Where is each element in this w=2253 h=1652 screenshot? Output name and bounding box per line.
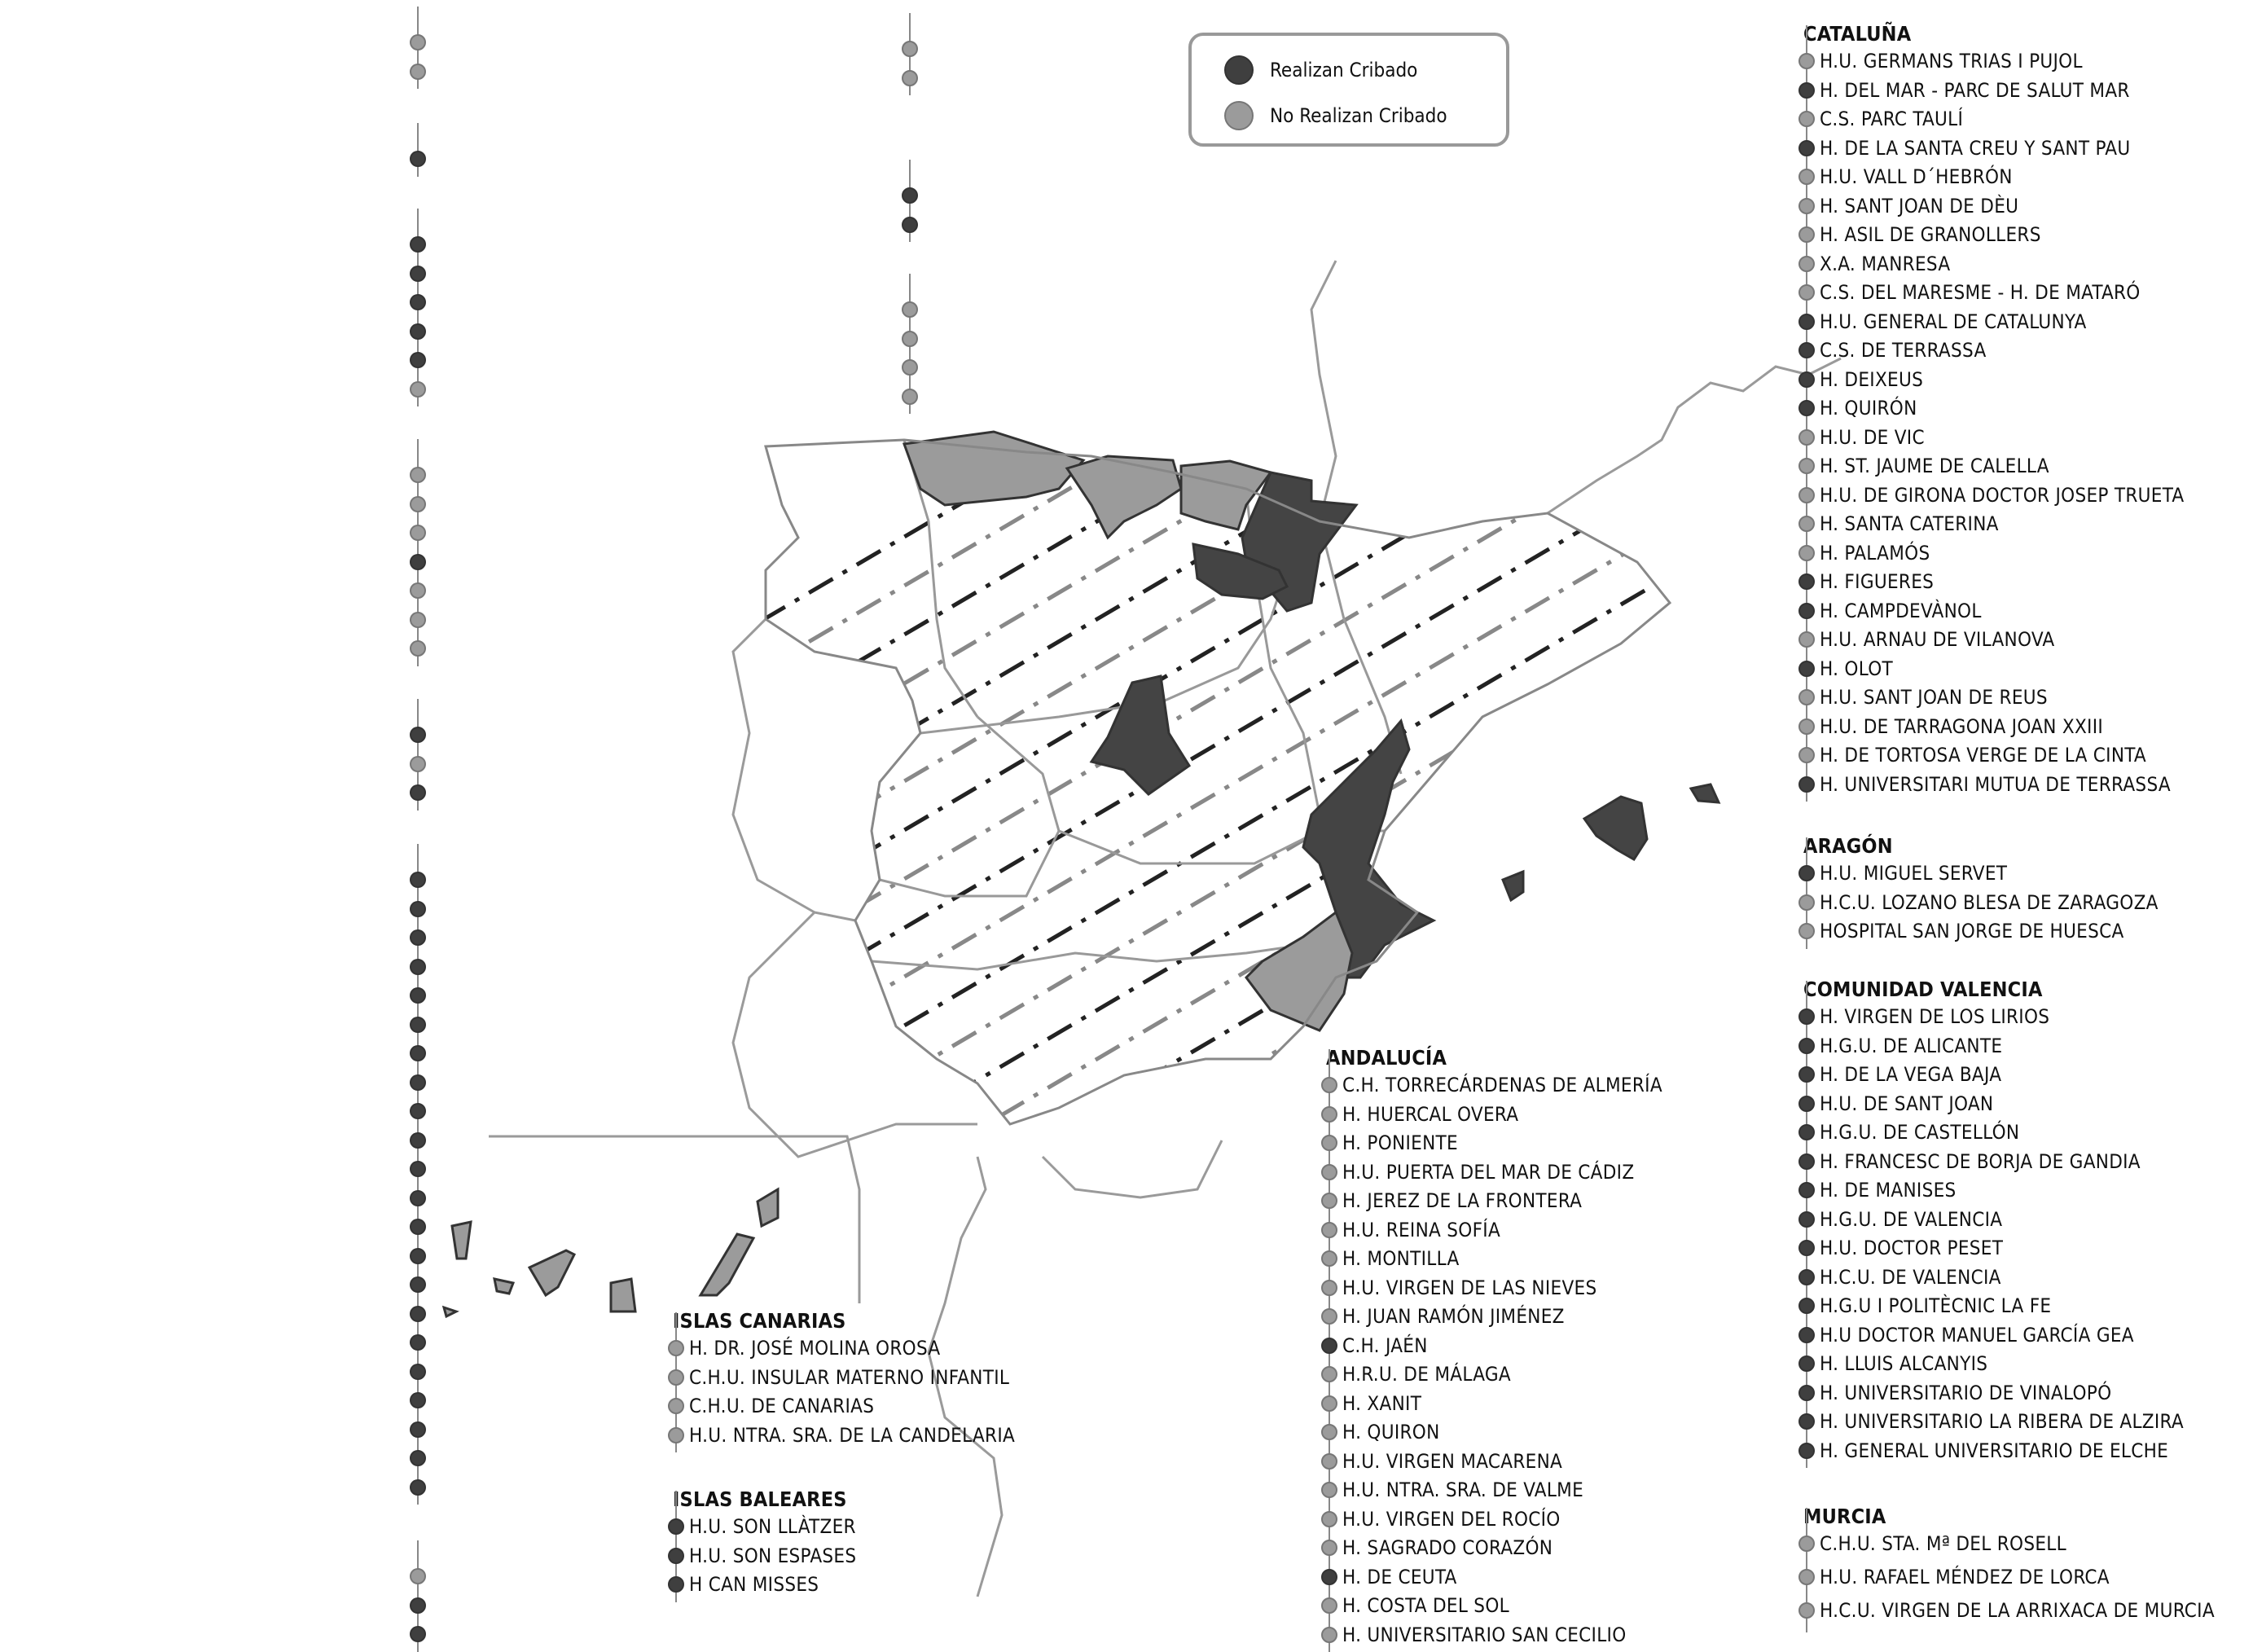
status-dot-screening	[1798, 1443, 1815, 1459]
region-canarias-5	[700, 1234, 753, 1295]
hospital-name: H. SANT JOAN DE DÈU	[1820, 194, 2019, 217]
hospital-name: H.C.U. LOZANO BLESA DE ZARAGOZA	[1820, 890, 2159, 914]
status-dot-screening	[410, 151, 426, 167]
status-dot-no-screening	[1321, 1250, 1337, 1267]
status-dot-screening	[1798, 1124, 1815, 1140]
status-dot-no-screening	[410, 64, 426, 80]
hospital-name: C.H. TORRECÁRDENAS DE ALMERÍA	[1342, 1074, 1662, 1096]
status-dot-screening	[410, 1306, 426, 1322]
status-dot-no-screening	[410, 1568, 426, 1584]
hospital-name: H.G.U. DE ALICANTE	[1820, 1034, 2003, 1057]
status-dot-no-screening	[1321, 1540, 1337, 1556]
hospital-name: H.U DOCTOR MANUEL GARCÍA GEA	[1820, 1323, 2134, 1347]
hospital-name: C.H.U. INSULAR MATERNO INFANTIL	[689, 1365, 1010, 1389]
hospital-name: H. DR. JOSÉ MOLINA OROSA	[689, 1337, 941, 1360]
status-dot-screening	[1798, 661, 1815, 677]
status-dot-screening	[1798, 603, 1815, 619]
hospital-name: H. ASIL DE GRANOLLERS	[1820, 223, 2041, 246]
status-dot-screening	[410, 727, 426, 743]
hospital-name: H. FIGUERES	[1820, 570, 1935, 593]
status-dot-screening	[410, 1626, 426, 1642]
status-dot-screening	[1798, 1066, 1815, 1083]
hospital-name: H. ST. JAUME DE CALELLA	[1820, 455, 2049, 477]
hospital-name: H. UNIVERSITARIO SAN CECILIO	[1342, 1623, 1627, 1646]
status-dot-no-screening	[1798, 516, 1815, 532]
status-dot-no-screening	[1798, 747, 1815, 763]
region-title: MURCIA	[1803, 1505, 1886, 1528]
status-dot-no-screening	[1798, 487, 1815, 503]
hospital-name: H. XANIT	[1342, 1391, 1422, 1415]
region-canarias-2	[494, 1279, 513, 1294]
status-dot-no-screening	[1798, 718, 1815, 735]
region-title: ISLAS BALEARES	[673, 1487, 847, 1511]
status-dot-screening	[410, 901, 426, 917]
list-connector-line	[417, 123, 419, 177]
status-dot-no-screening	[1798, 256, 1815, 272]
status-dot-no-screening	[902, 301, 918, 318]
status-dot-screening	[410, 1103, 426, 1119]
status-dot-screening	[668, 1576, 684, 1593]
hospital-name: H. GENERAL UNIVERSITARIO DE ELCHE	[1820, 1439, 2169, 1462]
status-dot-no-screening	[1321, 1308, 1337, 1325]
hospital-name: H.R.U. DE MÁLAGA	[1342, 1363, 1511, 1386]
hospital-name: C.S. PARC TAULÍ	[1820, 108, 1964, 130]
status-dot-screening	[410, 1479, 426, 1496]
status-dot-screening	[410, 323, 426, 340]
status-dot-no-screening	[1321, 1164, 1337, 1180]
status-dot-no-screening	[410, 34, 426, 51]
status-dot-no-screening	[1321, 1395, 1337, 1412]
hospital-name: H.G.U I POLITÈCNIC LA FE	[1820, 1294, 2052, 1317]
status-dot-no-screening	[1798, 53, 1815, 69]
hospital-name: HOSPITAL SAN JORGE DE HUESCA	[1820, 920, 2124, 942]
status-dot-screening	[1321, 1569, 1337, 1585]
hospital-name: C.H. JAÉN	[1342, 1333, 1428, 1357]
status-dot-screening	[668, 1518, 684, 1535]
status-dot-no-screening	[1321, 1453, 1337, 1470]
status-dot-screening	[902, 217, 918, 233]
status-dot-no-screening	[1798, 1602, 1815, 1619]
status-dot-no-screening	[902, 389, 918, 405]
hospital-name: H.U. REINA SOFÍA	[1342, 1218, 1501, 1241]
status-dot-screening	[1798, 865, 1815, 881]
status-dot-screening	[1798, 573, 1815, 590]
hospital-name: H.U. NTRA. SRA. DE LA CANDELARIA	[689, 1423, 1016, 1447]
hospital-name: H. DE LA SANTA CREU Y SANT PAU	[1820, 136, 2131, 160]
hospital-name: H.U. DE SANT JOAN	[1820, 1092, 1994, 1115]
status-dot-no-screening	[1798, 631, 1815, 648]
status-dot-screening	[1798, 1038, 1815, 1054]
status-dot-screening	[1798, 776, 1815, 793]
status-dot-no-screening	[1321, 1511, 1337, 1527]
status-dot-screening	[1798, 400, 1815, 416]
status-dot-screening	[1798, 1355, 1815, 1372]
status-dot-screening	[410, 266, 426, 282]
legend-dot-no	[1224, 101, 1254, 130]
hospital-name: H. HUERCAL OVERA	[1342, 1102, 1519, 1126]
hospital-name: H. DEL MAR - PARC DE SALUT MAR	[1820, 78, 2130, 102]
status-dot-screening	[410, 1132, 426, 1149]
region-canarias-6	[758, 1189, 778, 1226]
status-dot-no-screening	[1798, 169, 1815, 185]
hospital-name: H.U. SON LLÀTZER	[689, 1515, 856, 1538]
hospital-name: H. DE LA VEGA BAJA	[1820, 1063, 2002, 1086]
status-dot-screening	[1798, 1211, 1815, 1228]
status-dot-screening	[410, 1219, 426, 1235]
hospital-name: H.C.U. VIRGEN DE LA ARRIXACA DE MURCIA	[1820, 1599, 2215, 1622]
status-dot-screening	[410, 1190, 426, 1206]
hospital-name: H. JUAN RAMÓN JIMÉNEZ	[1342, 1305, 1565, 1328]
status-dot-screening	[410, 784, 426, 801]
status-dot-screening	[1798, 1096, 1815, 1112]
status-dot-screening	[410, 1364, 426, 1380]
status-dot-screening	[410, 1074, 426, 1091]
status-dot-no-screening	[668, 1340, 684, 1356]
status-dot-screening	[410, 1421, 426, 1438]
status-dot-no-screening	[1798, 689, 1815, 705]
hospital-name: H.U. VIRGEN MACARENA	[1342, 1449, 1563, 1473]
status-dot-screening	[902, 187, 918, 204]
status-dot-no-screening	[1321, 1193, 1337, 1209]
status-dot-screening	[410, 1248, 426, 1264]
hospital-name: C.S. DEL MARESME - H. DE MATARÓ	[1820, 281, 2141, 304]
hospital-name: H. DE CEUTA	[1342, 1565, 1457, 1588]
status-dot-no-screening	[410, 582, 426, 599]
region-title: COMUNIDAD VALENCIA	[1803, 978, 2043, 1001]
hospital-name: H.U. DOCTOR PESET	[1820, 1237, 2004, 1259]
status-dot-no-screening	[1798, 894, 1815, 911]
legend-label-no: No Realizan Cribado	[1270, 104, 1447, 127]
status-dot-screening	[1798, 1327, 1815, 1343]
status-dot-no-screening	[1321, 1424, 1337, 1440]
hospital-name: H. UNIVERSITARIO DE VINALOPÓ	[1820, 1381, 2112, 1404]
status-dot-screening	[410, 987, 426, 1004]
status-dot-screening	[410, 1597, 426, 1614]
region-canarias-1	[452, 1222, 471, 1259]
status-dot-no-screening	[1798, 111, 1815, 127]
status-dot-screening	[1798, 140, 1815, 156]
hospital-name: H. OLOT	[1820, 657, 1893, 680]
status-dot-screening	[1798, 1008, 1815, 1025]
status-dot-screening	[1798, 82, 1815, 99]
region-ibiza	[1503, 872, 1523, 900]
hospital-name: H. DE MANISES	[1820, 1179, 1957, 1202]
hospital-name: H.U. RAFAEL MÉNDEZ DE LORCA	[1820, 1566, 2110, 1588]
status-dot-screening	[410, 236, 426, 253]
region-canarias-4	[611, 1279, 635, 1311]
region-title: CATALUÑA	[1803, 22, 1912, 46]
status-dot-no-screening	[1321, 1135, 1337, 1151]
hospital-name: H. LLUIS ALCANYIS	[1820, 1352, 1988, 1375]
region-mallorca	[1584, 797, 1647, 859]
region-canarias-3	[529, 1250, 574, 1295]
status-dot-screening	[410, 1450, 426, 1466]
status-dot-no-screening	[1321, 1482, 1337, 1498]
status-dot-screening	[410, 959, 426, 975]
status-dot-no-screening	[668, 1369, 684, 1386]
hospital-name: H.C.U. DE VALENCIA	[1820, 1265, 2001, 1289]
hospital-name: H.U. GERMANS TRIAS I PUJOL	[1820, 50, 2083, 72]
hospital-name: C.H.U. DE CANARIAS	[689, 1395, 875, 1417]
status-dot-screening	[410, 352, 426, 368]
hospital-name: H. UNIVERSITARI MUTUA DE TERRASSA	[1820, 772, 2171, 796]
hospital-name: H.U. DE VIC	[1820, 425, 1925, 449]
hospital-name: H.U. PUERTA DEL MAR DE CÁDIZ	[1342, 1160, 1635, 1184]
hospital-name: H.U. SON ESPASES	[689, 1544, 857, 1567]
status-dot-screening	[410, 1334, 426, 1351]
hospital-name: H. CAMPDEVÀNOL	[1820, 599, 1982, 622]
hospital-name: H.U. VIRGEN DEL ROCÍO	[1342, 1507, 1561, 1531]
status-dot-no-screening	[668, 1398, 684, 1414]
status-dot-no-screening	[410, 640, 426, 657]
status-dot-no-screening	[902, 331, 918, 347]
hospital-name: H. QUIRON	[1342, 1421, 1440, 1443]
status-dot-screening	[1798, 1269, 1815, 1285]
status-dot-screening	[410, 1017, 426, 1033]
region-canarias-7	[444, 1307, 456, 1316]
hospital-name: H.U. VALL D´HEBRÓN	[1820, 165, 2013, 188]
hospital-name: H. PALAMÓS	[1820, 541, 1930, 565]
status-dot-screening	[410, 1161, 426, 1177]
hospital-name: H. SAGRADO CORAZÓN	[1342, 1536, 1553, 1559]
status-dot-screening	[1798, 1182, 1815, 1198]
status-dot-screening	[1798, 1385, 1815, 1401]
status-dot-no-screening	[1798, 923, 1815, 939]
status-dot-no-screening	[1321, 1222, 1337, 1238]
status-dot-no-screening	[1321, 1597, 1337, 1614]
region-menorca	[1691, 784, 1719, 802]
status-dot-screening	[1798, 1153, 1815, 1170]
status-dot-no-screening	[902, 70, 918, 86]
status-dot-no-screening	[1798, 429, 1815, 446]
status-dot-no-screening	[1798, 545, 1815, 561]
hospital-name: H. DE TORTOSA VERGE DE LA CINTA	[1820, 744, 2146, 767]
hospital-name: H.U. DE GIRONA DOCTOR JOSEP TRUETA	[1820, 483, 2185, 507]
hospital-name: H. UNIVERSITARIO LA RIBERA DE ALZIRA	[1820, 1410, 2184, 1433]
status-dot-screening	[410, 929, 426, 946]
status-dot-no-screening	[902, 359, 918, 376]
status-dot-screening	[1321, 1338, 1337, 1354]
status-dot-no-screening	[668, 1427, 684, 1443]
status-dot-screening	[410, 1045, 426, 1061]
hospital-name: C.H.U. STA. Mª DEL ROSELL	[1820, 1532, 2066, 1555]
status-dot-no-screening	[410, 756, 426, 772]
status-dot-screening	[668, 1548, 684, 1564]
hospital-name: H.U. ARNAU DE VILANOVA	[1820, 628, 2055, 651]
status-dot-no-screening	[1321, 1280, 1337, 1296]
hospital-name: H.G.U. DE CASTELLÓN	[1820, 1121, 2020, 1144]
hospital-name: H. VIRGEN DE LOS LIRIOS	[1820, 1005, 2050, 1028]
hospital-name: H.U. DE TARRAGONA JOAN XXIII	[1820, 714, 2104, 738]
region-title: ISLAS CANARIAS	[673, 1309, 846, 1333]
hospital-name: H. SANTA CATERINA	[1820, 512, 1999, 535]
status-dot-screening	[1798, 1240, 1815, 1256]
hospital-name: H CAN MISSES	[689, 1573, 819, 1596]
status-dot-screening	[410, 872, 426, 888]
status-dot-no-screening	[1798, 198, 1815, 214]
hospital-name: H.U. VIRGEN DE LAS NIEVES	[1342, 1276, 1597, 1299]
status-dot-no-screening	[410, 496, 426, 512]
hospital-name: H.U. GENERAL DE CATALUNYA	[1820, 310, 2087, 333]
status-dot-screening	[1798, 314, 1815, 330]
region-title: ANDALUCÍA	[1326, 1046, 1447, 1070]
status-dot-no-screening	[1798, 226, 1815, 243]
hospital-name: H.G.U. DE VALENCIA	[1820, 1207, 2003, 1231]
status-dot-no-screening	[1798, 458, 1815, 474]
hospital-name: H.U. NTRA. SRA. DE VALME	[1342, 1478, 1584, 1501]
status-dot-screening	[410, 554, 426, 570]
status-dot-screening	[410, 1276, 426, 1293]
status-dot-no-screening	[410, 612, 426, 628]
hospital-name: C.S. DE TERRASSA	[1820, 339, 1987, 362]
status-dot-no-screening	[1321, 1106, 1337, 1123]
hospital-name: H. JEREZ DE LA FRONTERA	[1342, 1189, 1583, 1212]
status-dot-no-screening	[410, 525, 426, 541]
hospital-name: H. COSTA DEL SOL	[1342, 1594, 1509, 1617]
hospital-name: H. FRANCESC DE BORJA DE GANDIA	[1820, 1149, 2141, 1173]
status-dot-no-screening	[1798, 1569, 1815, 1585]
status-dot-no-screening	[1798, 284, 1815, 301]
status-dot-no-screening	[410, 381, 426, 398]
hospital-name: H. QUIRÓN	[1820, 397, 1917, 420]
status-dot-screening	[1798, 1413, 1815, 1430]
status-dot-no-screening	[1321, 1077, 1337, 1093]
hospital-name: H. PONIENTE	[1342, 1131, 1458, 1154]
status-dot-no-screening	[410, 467, 426, 483]
hospital-name: H.U. MIGUEL SERVET	[1820, 862, 2008, 885]
status-dot-screening	[1798, 342, 1815, 358]
hospital-name: H. MONTILLA	[1342, 1247, 1460, 1270]
status-dot-screening	[410, 294, 426, 310]
legend-dot-yes	[1224, 55, 1254, 85]
status-dot-no-screening	[1321, 1627, 1337, 1643]
region-title: ARAGÓN	[1803, 834, 1893, 858]
hospital-name: H. DEIXEUS	[1820, 367, 1924, 391]
status-dot-no-screening	[1798, 1536, 1815, 1552]
status-dot-screening	[410, 1392, 426, 1408]
status-dot-screening	[1798, 1298, 1815, 1314]
legend-label-yes: Realizan Cribado	[1270, 59, 1418, 81]
status-dot-no-screening	[1321, 1366, 1337, 1382]
status-dot-screening	[1798, 371, 1815, 388]
legend	[1188, 33, 1509, 147]
hospital-name: H.U. SANT JOAN DE REUS	[1820, 686, 2048, 709]
hospital-name: X.A. MANRESA	[1820, 252, 1951, 275]
status-dot-no-screening	[902, 41, 918, 57]
